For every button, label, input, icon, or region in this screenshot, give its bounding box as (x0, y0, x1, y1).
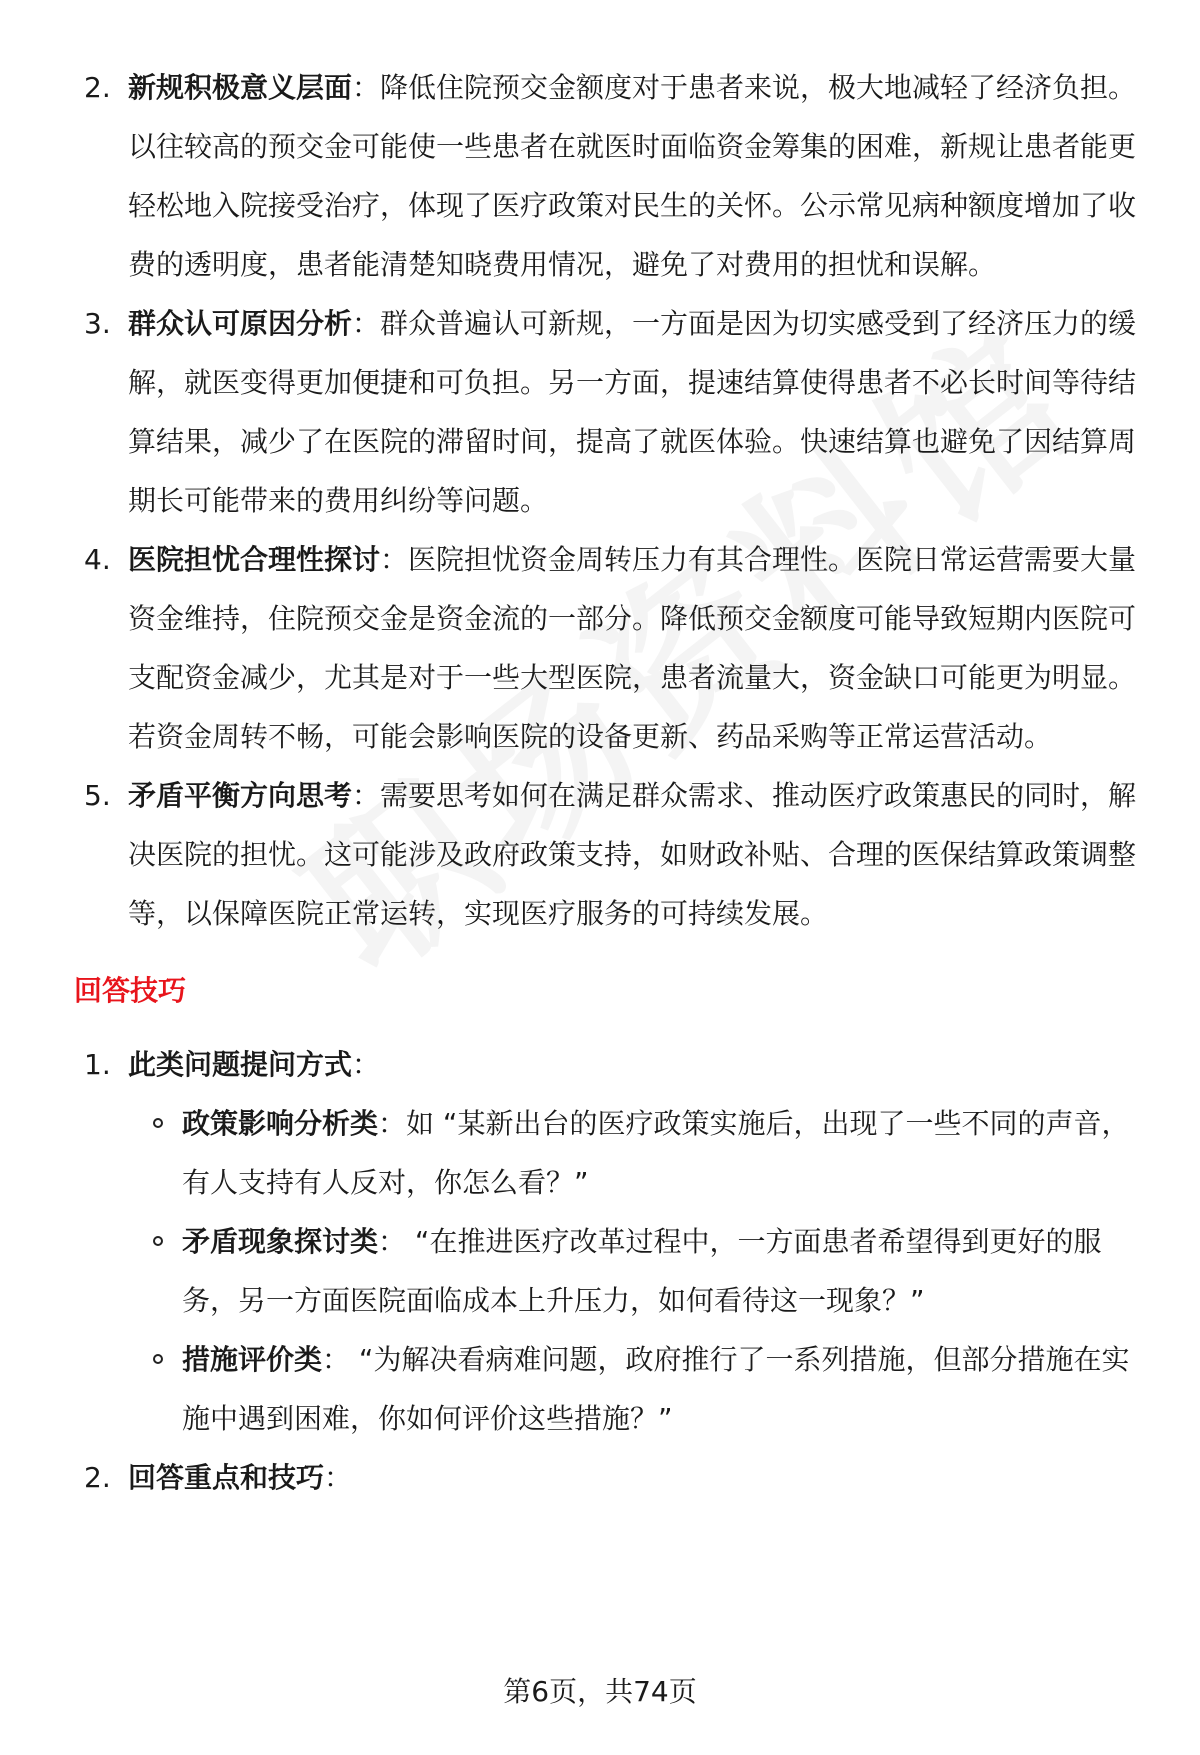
list-item (0, 1448, 1200, 1507)
item-separator: ： (352, 779, 381, 812)
bullet-item (0, 1330, 1200, 1448)
bullet-text: “在推进医疗改革过程中，一方面患者希望得到更好的服务，另一方面医院面临成本上升压力，如何看待这一现象？” (182, 1225, 1102, 1317)
item-separator: ： (380, 543, 409, 576)
item-title: 群众认可原因分析 (128, 307, 353, 340)
item-title: 回答重点和技巧 (128, 1461, 325, 1494)
section-heading: 回答技巧 (74, 974, 187, 1007)
list-item (0, 766, 1200, 943)
list-item (0, 530, 1200, 766)
circle-bullet-icon (153, 1118, 163, 1128)
item-separator: ： (352, 71, 381, 104)
item-separator: ： (352, 307, 381, 340)
item-title: 医院担忧合理性探讨 (128, 543, 381, 576)
item-text: 降低住院预交金额度对于患者来说，极大地减轻了经济负担。以往较高的预交金可能使一些患者在就医时面临资金筹集的困难，新规让患者能更轻松地入院接受治疗，体现了医疗政策对民生的关怀。公示常见病种额度增加了收费的透明度，患者能清楚知晓费用情况，避免了对费用的担忧和误解。 (128, 71, 1137, 281)
list-number: 1. (84, 1048, 111, 1081)
bullet-item (0, 1212, 1200, 1330)
item-text: 群众普遍认可新规，一方面是因为切实感受到了经济压力的缓解，就医变得更加便捷和可负担。另一方面，提速结算使得患者不必长时间等待结算结果，减少了在医院的滞留时间，提高了就医体验。快速结算也避免了因结算周期长可能带来的费用纠纷等问题。 (128, 307, 1137, 517)
bullet-title: 措施评价类 (182, 1343, 323, 1376)
item-title: 新规积极意义层面 (128, 71, 353, 104)
list-number: 2. (84, 71, 111, 104)
list-item (0, 58, 1200, 294)
bullet-separator: ： (378, 1225, 407, 1258)
bullet-title: 矛盾现象探讨类 (182, 1225, 379, 1258)
bullet-item (0, 1094, 1200, 1212)
circle-bullet-icon (153, 1236, 163, 1246)
list-number: 2. (84, 1461, 111, 1494)
item-separator: ： (324, 1461, 353, 1494)
bullet-separator: ： (322, 1343, 351, 1376)
item-title: 此类问题提问方式 (128, 1048, 353, 1081)
item-title: 矛盾平衡方向思考 (128, 779, 353, 812)
item-text: 需要思考如何在满足群众需求、推动医疗政策惠民的同时，解决医院的担忧。这可能涉及政府政策支持，如财政补贴、合理的医保结算政策调整等，以保障医院正常运转，实现医疗服务的可持续发展。 (128, 779, 1137, 930)
list-number: 3. (84, 307, 111, 340)
item-separator: ： (352, 1048, 381, 1081)
list-number: 4. (84, 543, 111, 576)
bullet-text: 如 “某新出台的医疗政策实施后，出现了一些不同的声音，有人支持有人反对，你怎么看？” (182, 1107, 1130, 1199)
bullet-separator: ： (378, 1107, 407, 1140)
item-text: 医院担忧资金周转压力有其合理性。医院日常运营需要大量资金维持，住院预交金是资金流的一部分。降低预交金额度可能导致短期内医院可支配资金减少，尤其是对于一些大型医院，患者流量大，资金缺口可能更为明显。若资金周转不畅，可能会影响医院的设备更新、药品采购等正常运营活动。 (128, 543, 1137, 753)
bullet-text: “为解决看病难问题，政府推行了一系列措施，但部分措施在实施中遇到困难，你如何评价这些措施？” (182, 1343, 1130, 1435)
list-item (0, 294, 1200, 530)
list-number: 5. (84, 779, 111, 812)
bullet-title: 政策影响分析类 (182, 1107, 379, 1140)
page-footer: 第6页，共74页 (503, 1675, 697, 1708)
circle-bullet-icon (153, 1354, 163, 1364)
list-item (0, 1035, 1200, 1094)
page-content (0, 58, 1200, 1507)
